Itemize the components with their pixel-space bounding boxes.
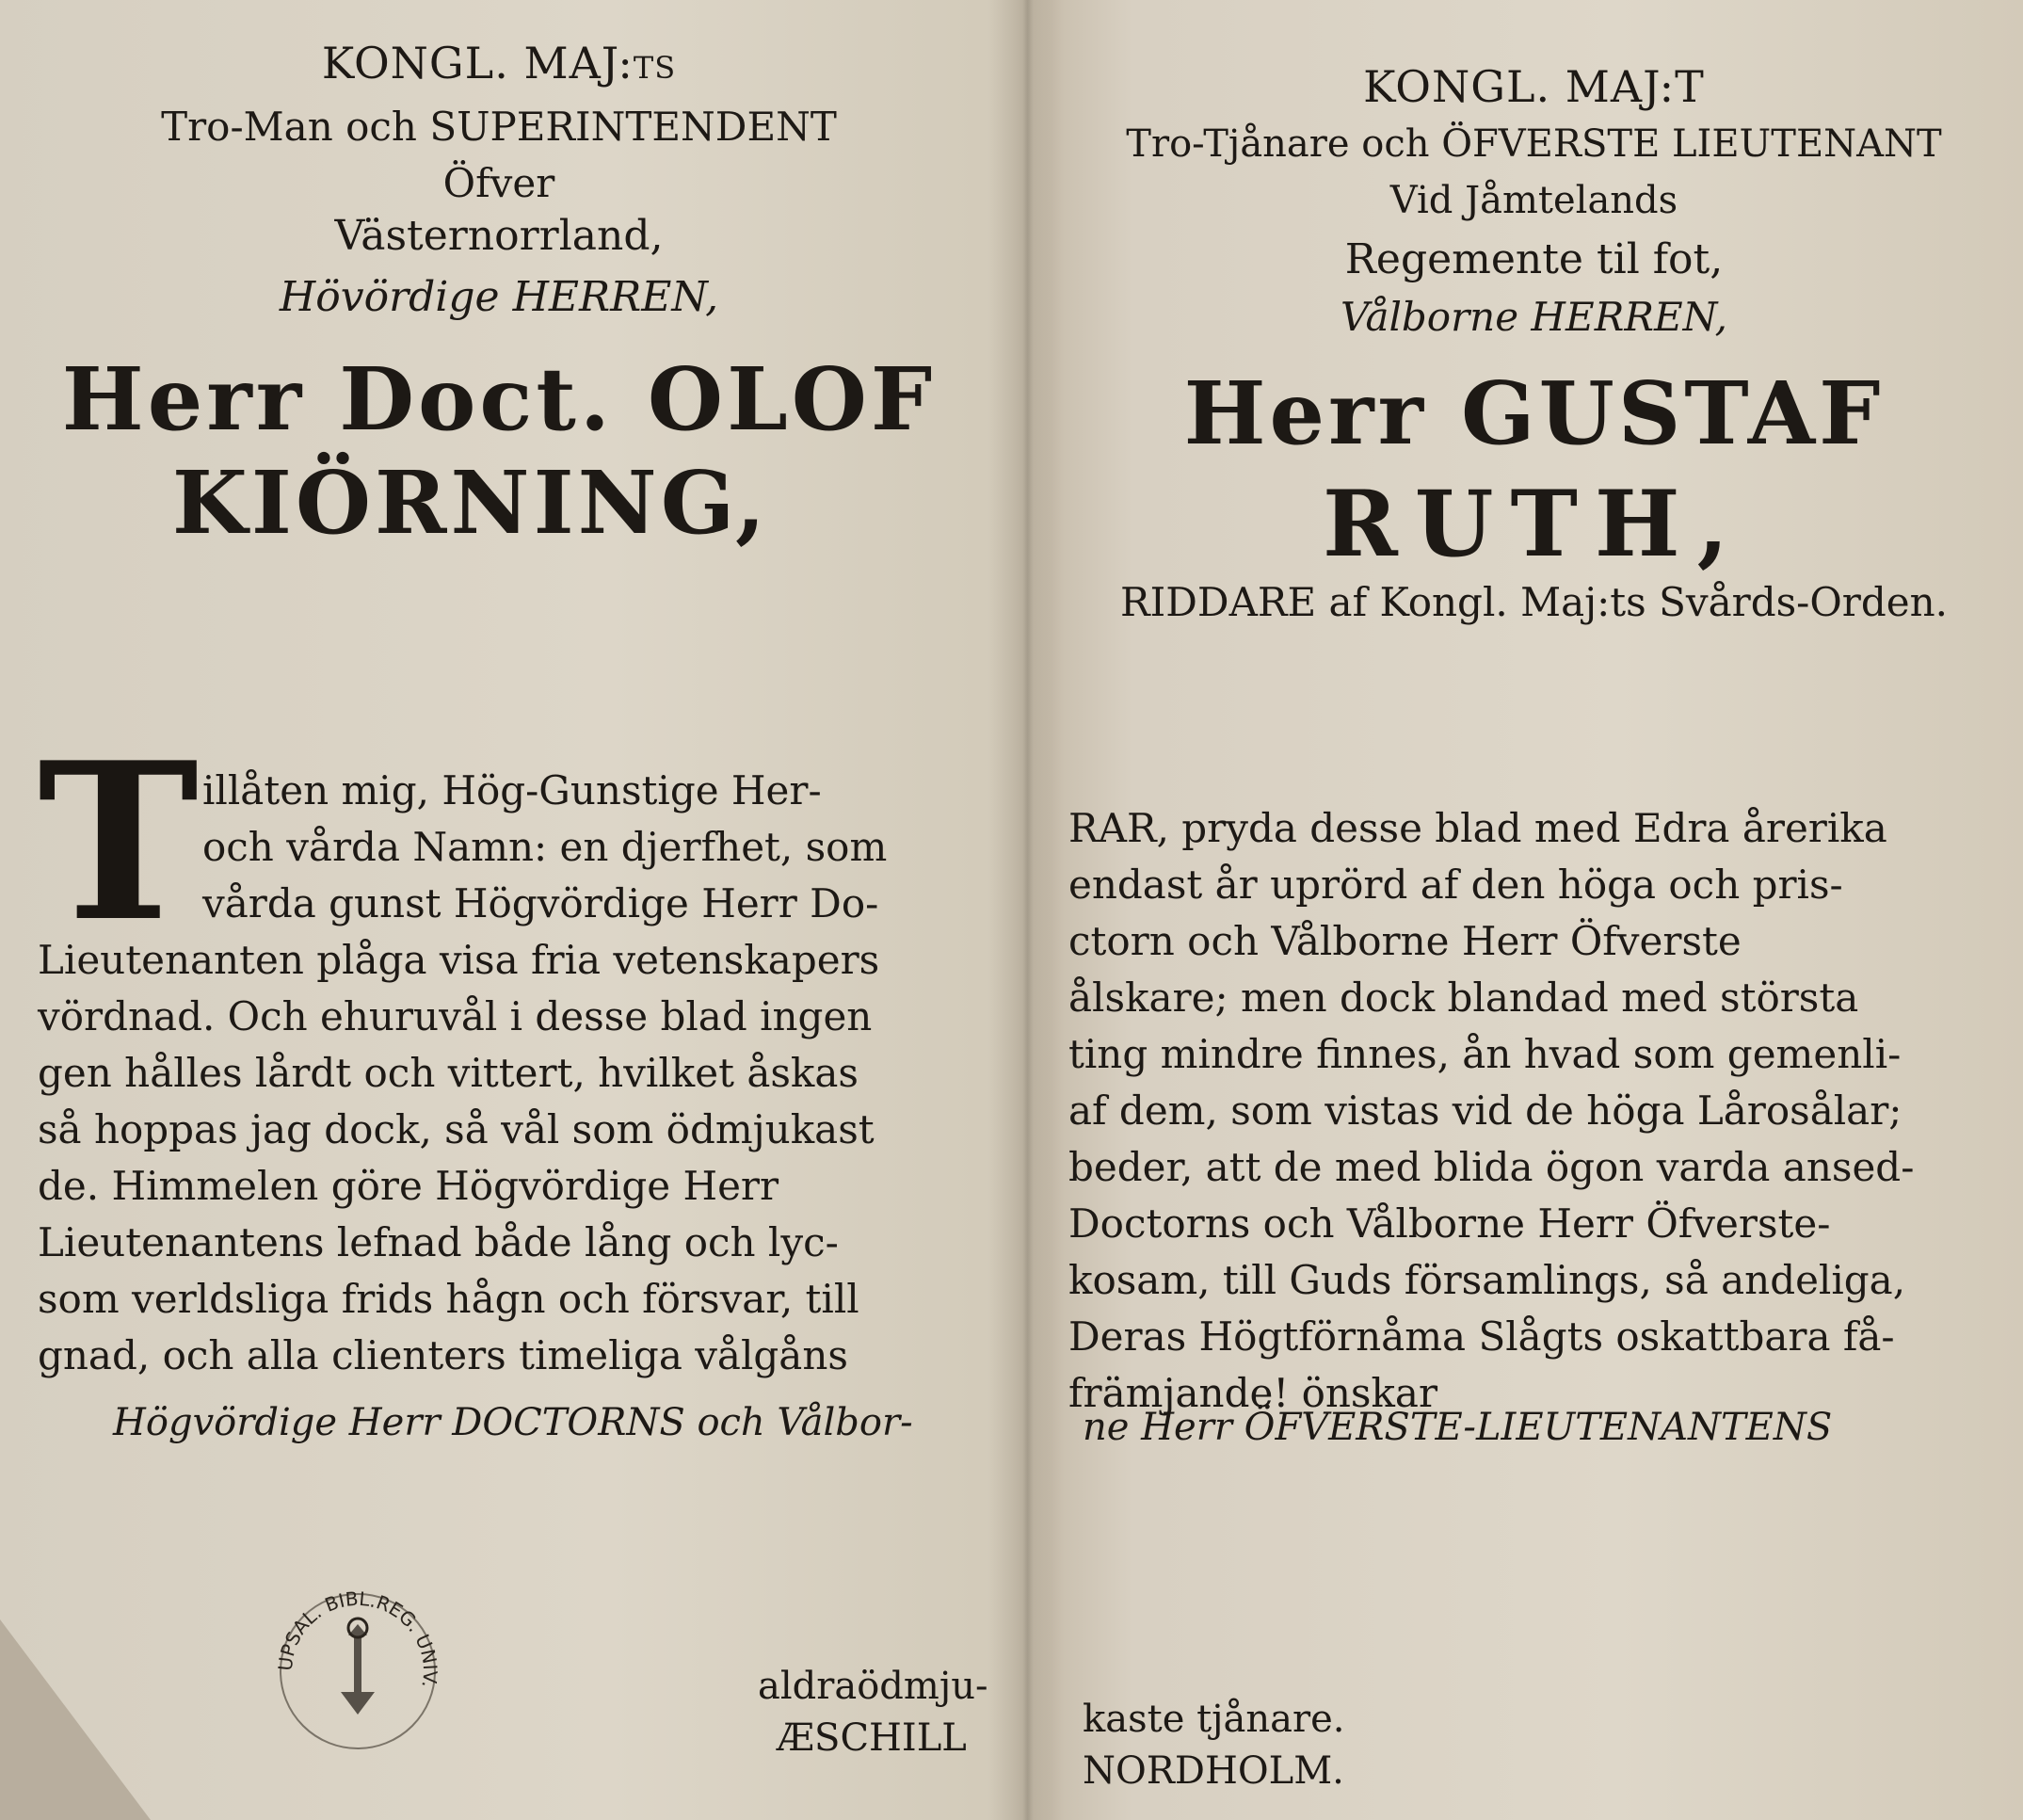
right-body-line: endast år uprörd af den höga och pris- bbox=[1068, 862, 1843, 908]
left-body-line: Lieutenantens lefnad både lång och lyc- bbox=[38, 1219, 839, 1265]
right-body-line: RAR, pryda desse blad med Edra årerika bbox=[1068, 805, 1887, 851]
left-body-line: vårda gunst Högvördige Herr Do- bbox=[202, 880, 879, 926]
left-header-line2: Tro-Man och SUPERINTENDENT bbox=[161, 104, 837, 150]
library-stamp bbox=[273, 1586, 442, 1756]
left-name-line1: Herr Doct. OLOF bbox=[61, 348, 937, 450]
right-body-line: beder, att de med blida ögon varda ansed- bbox=[1068, 1144, 1915, 1190]
left-page bbox=[0, 0, 998, 1820]
right-body-line: Doctorns och Vålborne Herr Öfverste- bbox=[1068, 1200, 1831, 1247]
left-name-line2: KIÖRNING, bbox=[171, 452, 770, 554]
left-header-line3: Öfver bbox=[442, 160, 555, 206]
right-body-line: af dem, som vistas vid de höga Lårosålar; bbox=[1068, 1087, 1903, 1134]
left-closing: Högvördige Herr DOCTORNS och Vålbor- bbox=[113, 1401, 913, 1444]
left-body-line: som verldsliga frids hågn och försvar, till bbox=[38, 1276, 859, 1322]
right-name-line1: Herr GUSTAF bbox=[1183, 362, 1885, 464]
right-header-line3: Vid Jåmtelands bbox=[1389, 179, 1678, 222]
right-header-line5: Vålborne HERREN, bbox=[1340, 294, 1728, 340]
left-header-line4: Västernorrland, bbox=[334, 212, 664, 260]
right-body bbox=[1068, 800, 1914, 1422]
dropcap-letter: T bbox=[38, 716, 200, 970]
right-signature-line2: NORDHOLM. bbox=[1083, 1749, 1344, 1793]
left-header-line5: Hövördige HERREN, bbox=[279, 273, 719, 321]
left-body-line: gen hålles lårdt och vittert, hvilket åskas bbox=[38, 1050, 859, 1096]
right-header-line4: Regemente til fot, bbox=[1344, 235, 1724, 283]
left-body-line: de. Himmelen göre Högvördige Herr bbox=[38, 1163, 779, 1209]
right-name-line2: RUTH, bbox=[1322, 471, 1746, 577]
right-page bbox=[1045, 0, 2023, 1820]
right-header-line1: KONGL. MAJ:T bbox=[1363, 61, 1705, 112]
right-body-line: främjande! önskar bbox=[1068, 1370, 1438, 1416]
left-body-lines-1-3 bbox=[202, 763, 887, 932]
left-body-lines-4-11 bbox=[38, 932, 879, 1384]
right-signature-line1: kaste tjånare. bbox=[1083, 1698, 1345, 1741]
left-body-line: så hoppas jag dock, så vål som ödmjukast bbox=[38, 1106, 875, 1152]
left-header-line1: KONGL. MAJ:ts bbox=[321, 38, 677, 89]
right-closing: ne Herr ÖFVERSTE-LIEUTENANTENS bbox=[1083, 1406, 1833, 1449]
right-body-line: ctorn och Vålborne Herr Öfverste bbox=[1068, 918, 1742, 964]
right-header-line2: Tro-Tjånare och ÖFVERSTE LIEUTENANT bbox=[1126, 122, 1942, 166]
right-body-line: ting mindre finnes, ån hvad som gemenli- bbox=[1068, 1031, 1902, 1077]
right-body-line: Deras Högtförnåma Slågts oskattbara få- bbox=[1068, 1313, 1895, 1360]
right-body-line: kosam, till Guds församlings, så andeliga, bbox=[1068, 1257, 1906, 1303]
stamp-text: UPSAL. BIBL.REG. UNIV. bbox=[273, 1586, 442, 1690]
right-body-line: ålskare; men dock blandad med största bbox=[1068, 974, 1859, 1021]
left-signature-line2: ÆSCHILL bbox=[777, 1716, 967, 1760]
left-body-line: Lieutenanten plåga visa fria vetenskapers bbox=[38, 937, 880, 983]
right-header-line8: RIDDARE af Kongl. Maj:ts Svårds-Orden. bbox=[1120, 579, 1948, 625]
left-signature-line1: aldraödmju- bbox=[758, 1665, 988, 1708]
left-body-line: illåten mig, Hög-Gunstige Her- bbox=[202, 767, 822, 813]
left-body-line: vördnad. Och ehuruvål i desse blad ingen bbox=[38, 993, 873, 1039]
left-body-line: och vårda Namn: en djerfhet, som bbox=[202, 824, 888, 870]
left-body-line: gnad, och alla clienters timeliga vålgåns bbox=[38, 1332, 848, 1378]
